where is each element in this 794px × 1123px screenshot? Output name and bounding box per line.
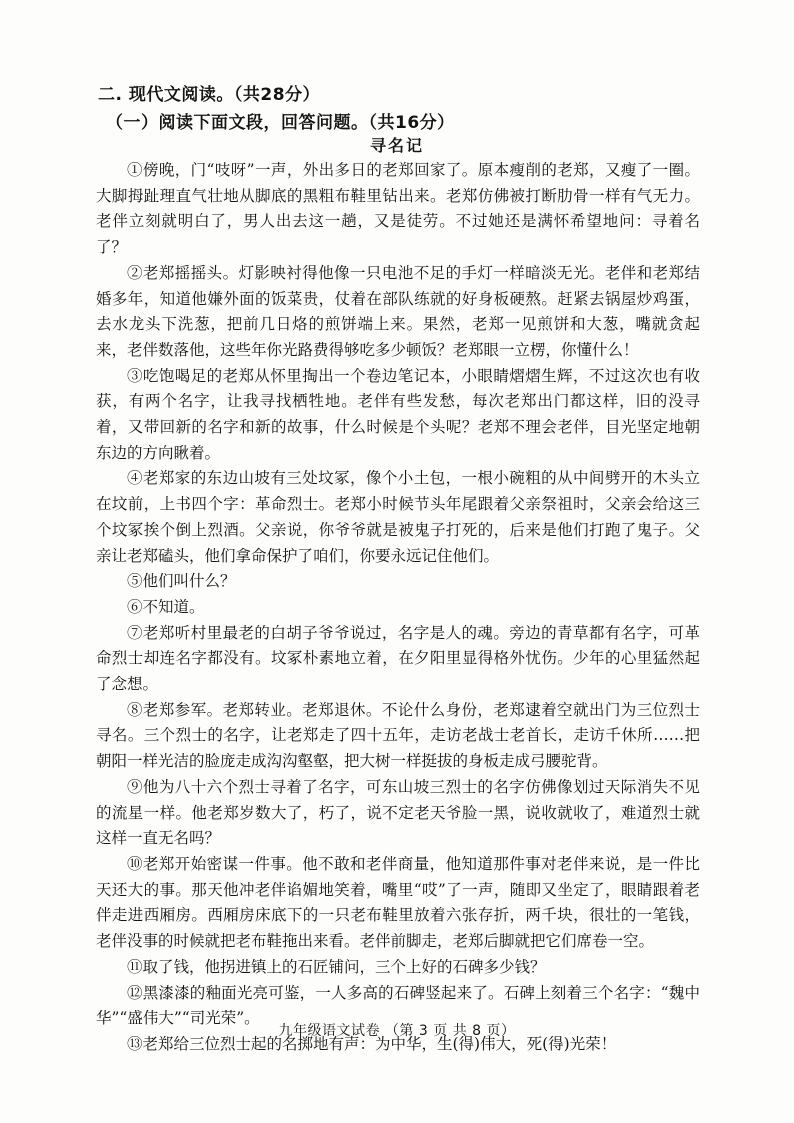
- paragraph-8: ⑧老郑参军。老郑转业。老郑退休。不论什么身份，老郑逮着空就出门为三位烈士寻名。三个烈士的名字，让老郑走了四十五年，走访老战士老首长，走访千休所……把朝阳一样光洁的脸庞走成沟沟壑壑，把大树一样挺拔的身板走成弓腰驼背。: [96, 700, 700, 771]
- subsection-heading: （一）阅读下面文段，回答问题。（共16分）: [106, 113, 455, 133]
- paragraph-13: ⑬老郑给三位烈士起的名掷地有声：为中华，生(得)伟大，死(得)光荣！: [127, 1034, 617, 1053]
- article-body: [96, 158, 700, 1058]
- paragraph-4: ④老郑家的东边山坡有三处坟冢，像个小土包，一根小碗粗的从中间劈开的木头立在坟前，上书四个字：革命烈士。老郑小时候节头年尾跟着父亲祭祖时，父亲会给这三个坟冢挨个倒上烈酒。父亲说，你爷爷就是被鬼子打死的，后来是他们打跑了鬼子。父亲让老郑磕头，他们拿命保护了咱们，你要永远记住他们。: [96, 469, 700, 565]
- paragraph-2: ②老郑摇摇头。灯影映衬得他像一只电池不足的手灯一样暗淡无光。老伴和老郑结婚多年，知道他嫌外面的饭菜贵，仗着在部队练就的好身板硬熬。赶紧去锅屋炒鸡蛋，去水龙头下洗葱，把前几日烙的煎饼端上来。果然，老郑一见煎饼和大葱，嘴就贪起来，老伴数落他，这些年你光路费得够吃多少顿饭？老郑眼一立楞，你懂什么！: [96, 263, 700, 359]
- paragraph-11: ⑪取了钱，他拐进镇上的石匠铺问，三个上好的石碑多少钱？: [127, 957, 546, 976]
- paragraph-1: ①傍晚，门“吱呀”一声，外出多日的老郑回家了。原本瘦削的老郑，又瘦了一圈。大脚拇趾理直气壮地从脚底的黑粗布鞋里钻出来。老郑仿佛被打断肋骨一样有气无力。老伴立刻就明白了，男人出去这一趟，又是徒劳。不过她还是满怀希望地问：寻着名了？: [96, 161, 700, 257]
- section-heading: 二. 现代文阅读。（共28分）: [98, 85, 321, 105]
- paragraph-12: ⑫黑漆漆的釉面光亮可鉴，一人多高的石碑竖起来了。石碑上刻着三个名字：“魏中华”“盛伟大”“司光荣”。: [96, 983, 700, 1028]
- page-footer: 九年级语文试卷 （第 3 页 共 8 页）: [278, 1023, 516, 1039]
- paragraph-9: ⑨他为八十六个烈士寻着了名字，可东山坡三烈士的名字仿佛像划过天际消失不见的流星一样。他老郑岁数大了，朽了，说不定老天爷脸一黑，说收就收了，难道烈士就这样一直无名吗？: [96, 777, 700, 848]
- paragraph-5: ⑤他们叫什么？: [127, 572, 236, 591]
- paragraph-3: ③吃饱喝足的老郑从怀里掏出一个卷边笔记本，小眼睛熠熠生辉，不过这次也有收获，有两个名字，让我寻找栖牲地。老伴有些发愁，每次老郑出门都这样，旧的没寻着，又带回新的名字和新的故事，什么时候是个头呢？老郑不理会老伴，目光坚定地朝东边的方向瞅着。: [96, 366, 700, 462]
- paragraph-6: ⑥不知道。: [127, 597, 205, 616]
- paragraph-7: ⑦老郑听村里最老的白胡子爷爷说过，名字是人的魂。旁边的青草都有名字，可革命烈士却连名字都没有。坟冢朴素地立着，在夕阳里显得格外忧伤。少年的心里猛然起了念想。: [96, 623, 700, 694]
- paragraph-10: ⑩老郑开始密谋一件事。他不敢和老伴商量，他知道那件事对老伴来说，是一件比天还大的事。那天他冲老伴谄媚地笑着，嘴里“哎”了一声，随即又坐定了，眼睛跟着老伴走进西厢房。西厢房床底下的一只老布鞋里放着六张存折，两千块，很壮的一笔钱，老伴没事的时候就把老布鞋拖出来看。老伴前脚走，老郑后脚就把它们席卷一空。: [96, 854, 700, 951]
- article-title: 寻名记: [369, 136, 424, 155]
